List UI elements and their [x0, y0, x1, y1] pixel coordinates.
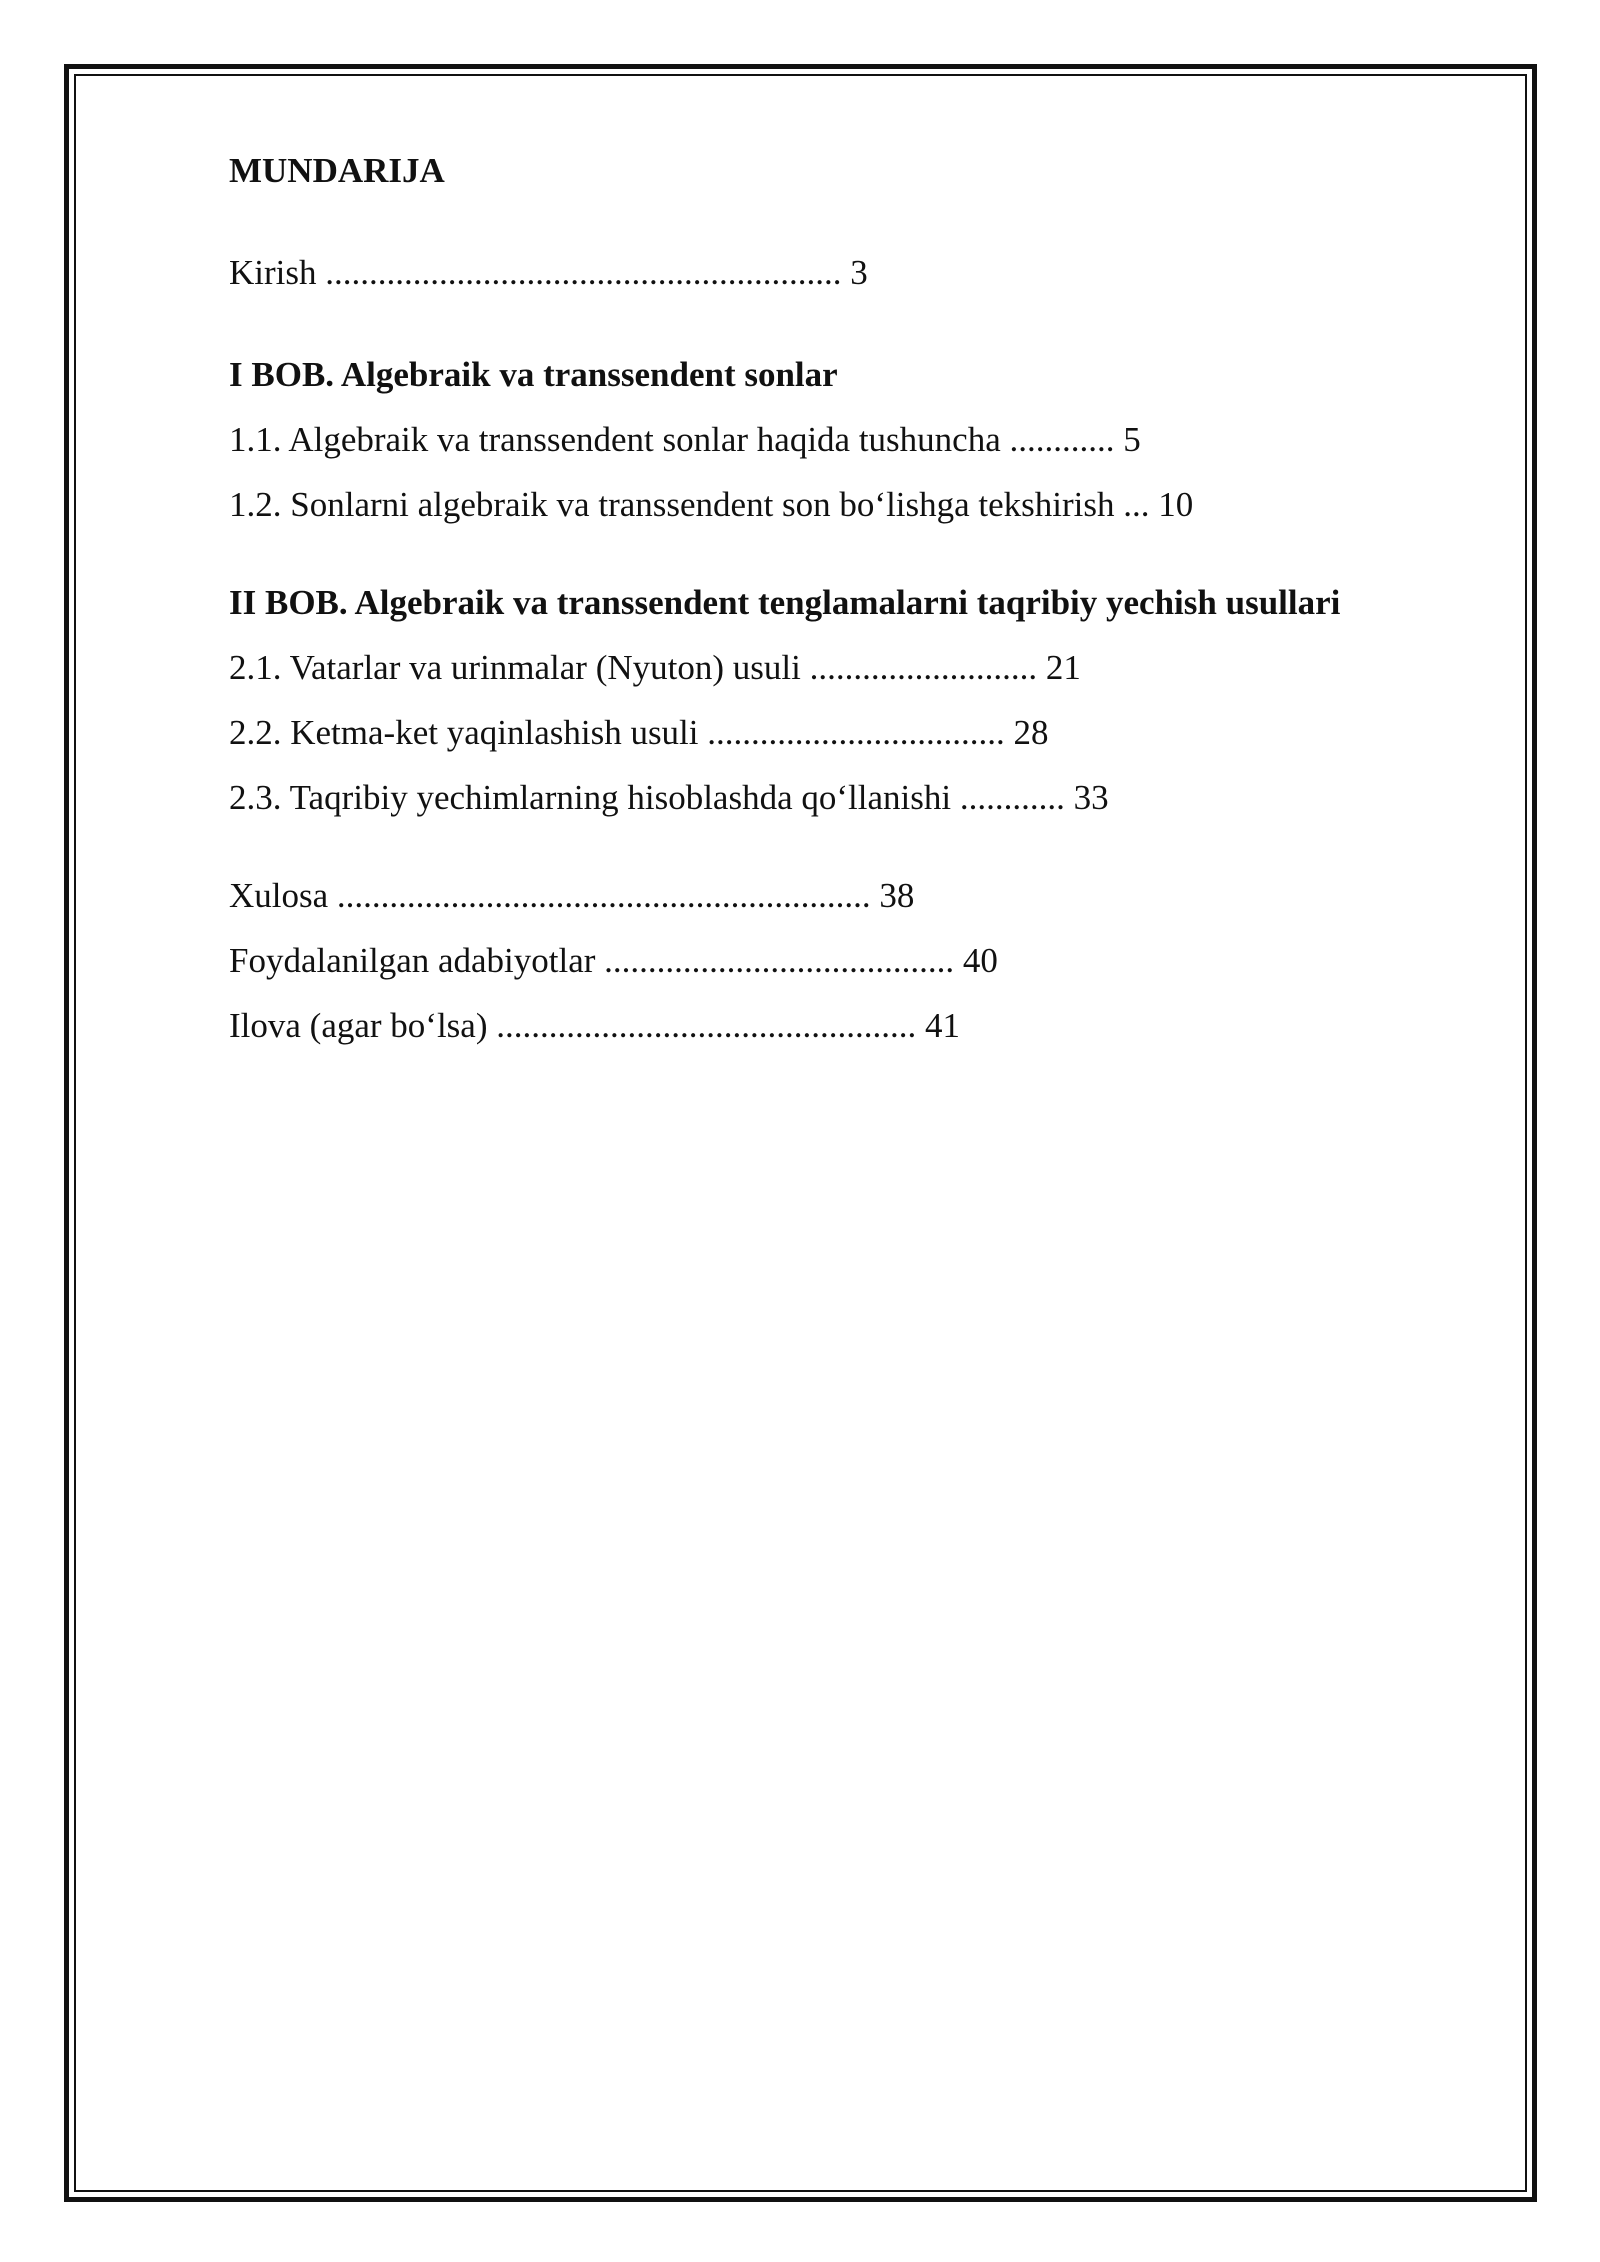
- toc-entry-2-3: 2.3. Taqribiy yechimlarning hisoblashda qo‘llanishi ............ 33: [229, 778, 1109, 817]
- toc-entry-2-2: 2.2. Ketma-ket yaqinlashish usuli .................................. 28: [229, 713, 1049, 752]
- toc-entry-1-2: 1.2. Sonlarni algebraik va transsendent son bo‘lishga tekshirish ... 10: [229, 485, 1194, 524]
- toc-entry-2-1: 2.1. Vatarlar va urinmalar (Nyuton) usuli .......................... 21: [229, 648, 1081, 687]
- chapter-2-heading: II BOB. Algebraik va transsendent tenglamalarni taqribiy yechish usullari: [229, 583, 1341, 622]
- chapter-1-heading: I BOB. Algebraik va transsendent sonlar: [229, 355, 838, 394]
- toc-entry-appendix: Ilova (agar bo‘lsa) ................................................ 41: [229, 1006, 960, 1045]
- toc-entry-conclusion: Xulosa ............................................................. 38: [229, 876, 915, 915]
- toc-entry-references: Foydalanilgan adabiyotlar ........................................ 40: [229, 941, 998, 980]
- toc-entry-intro: Kirish ........................................................... 3: [229, 253, 868, 292]
- toc-entry-1-1: 1.1. Algebraik va transsendent sonlar haqida tushuncha ............ 5: [229, 420, 1141, 459]
- toc-title: MUNDARIJA: [229, 151, 445, 190]
- table-of-contents: [229, 150, 1479, 1047]
